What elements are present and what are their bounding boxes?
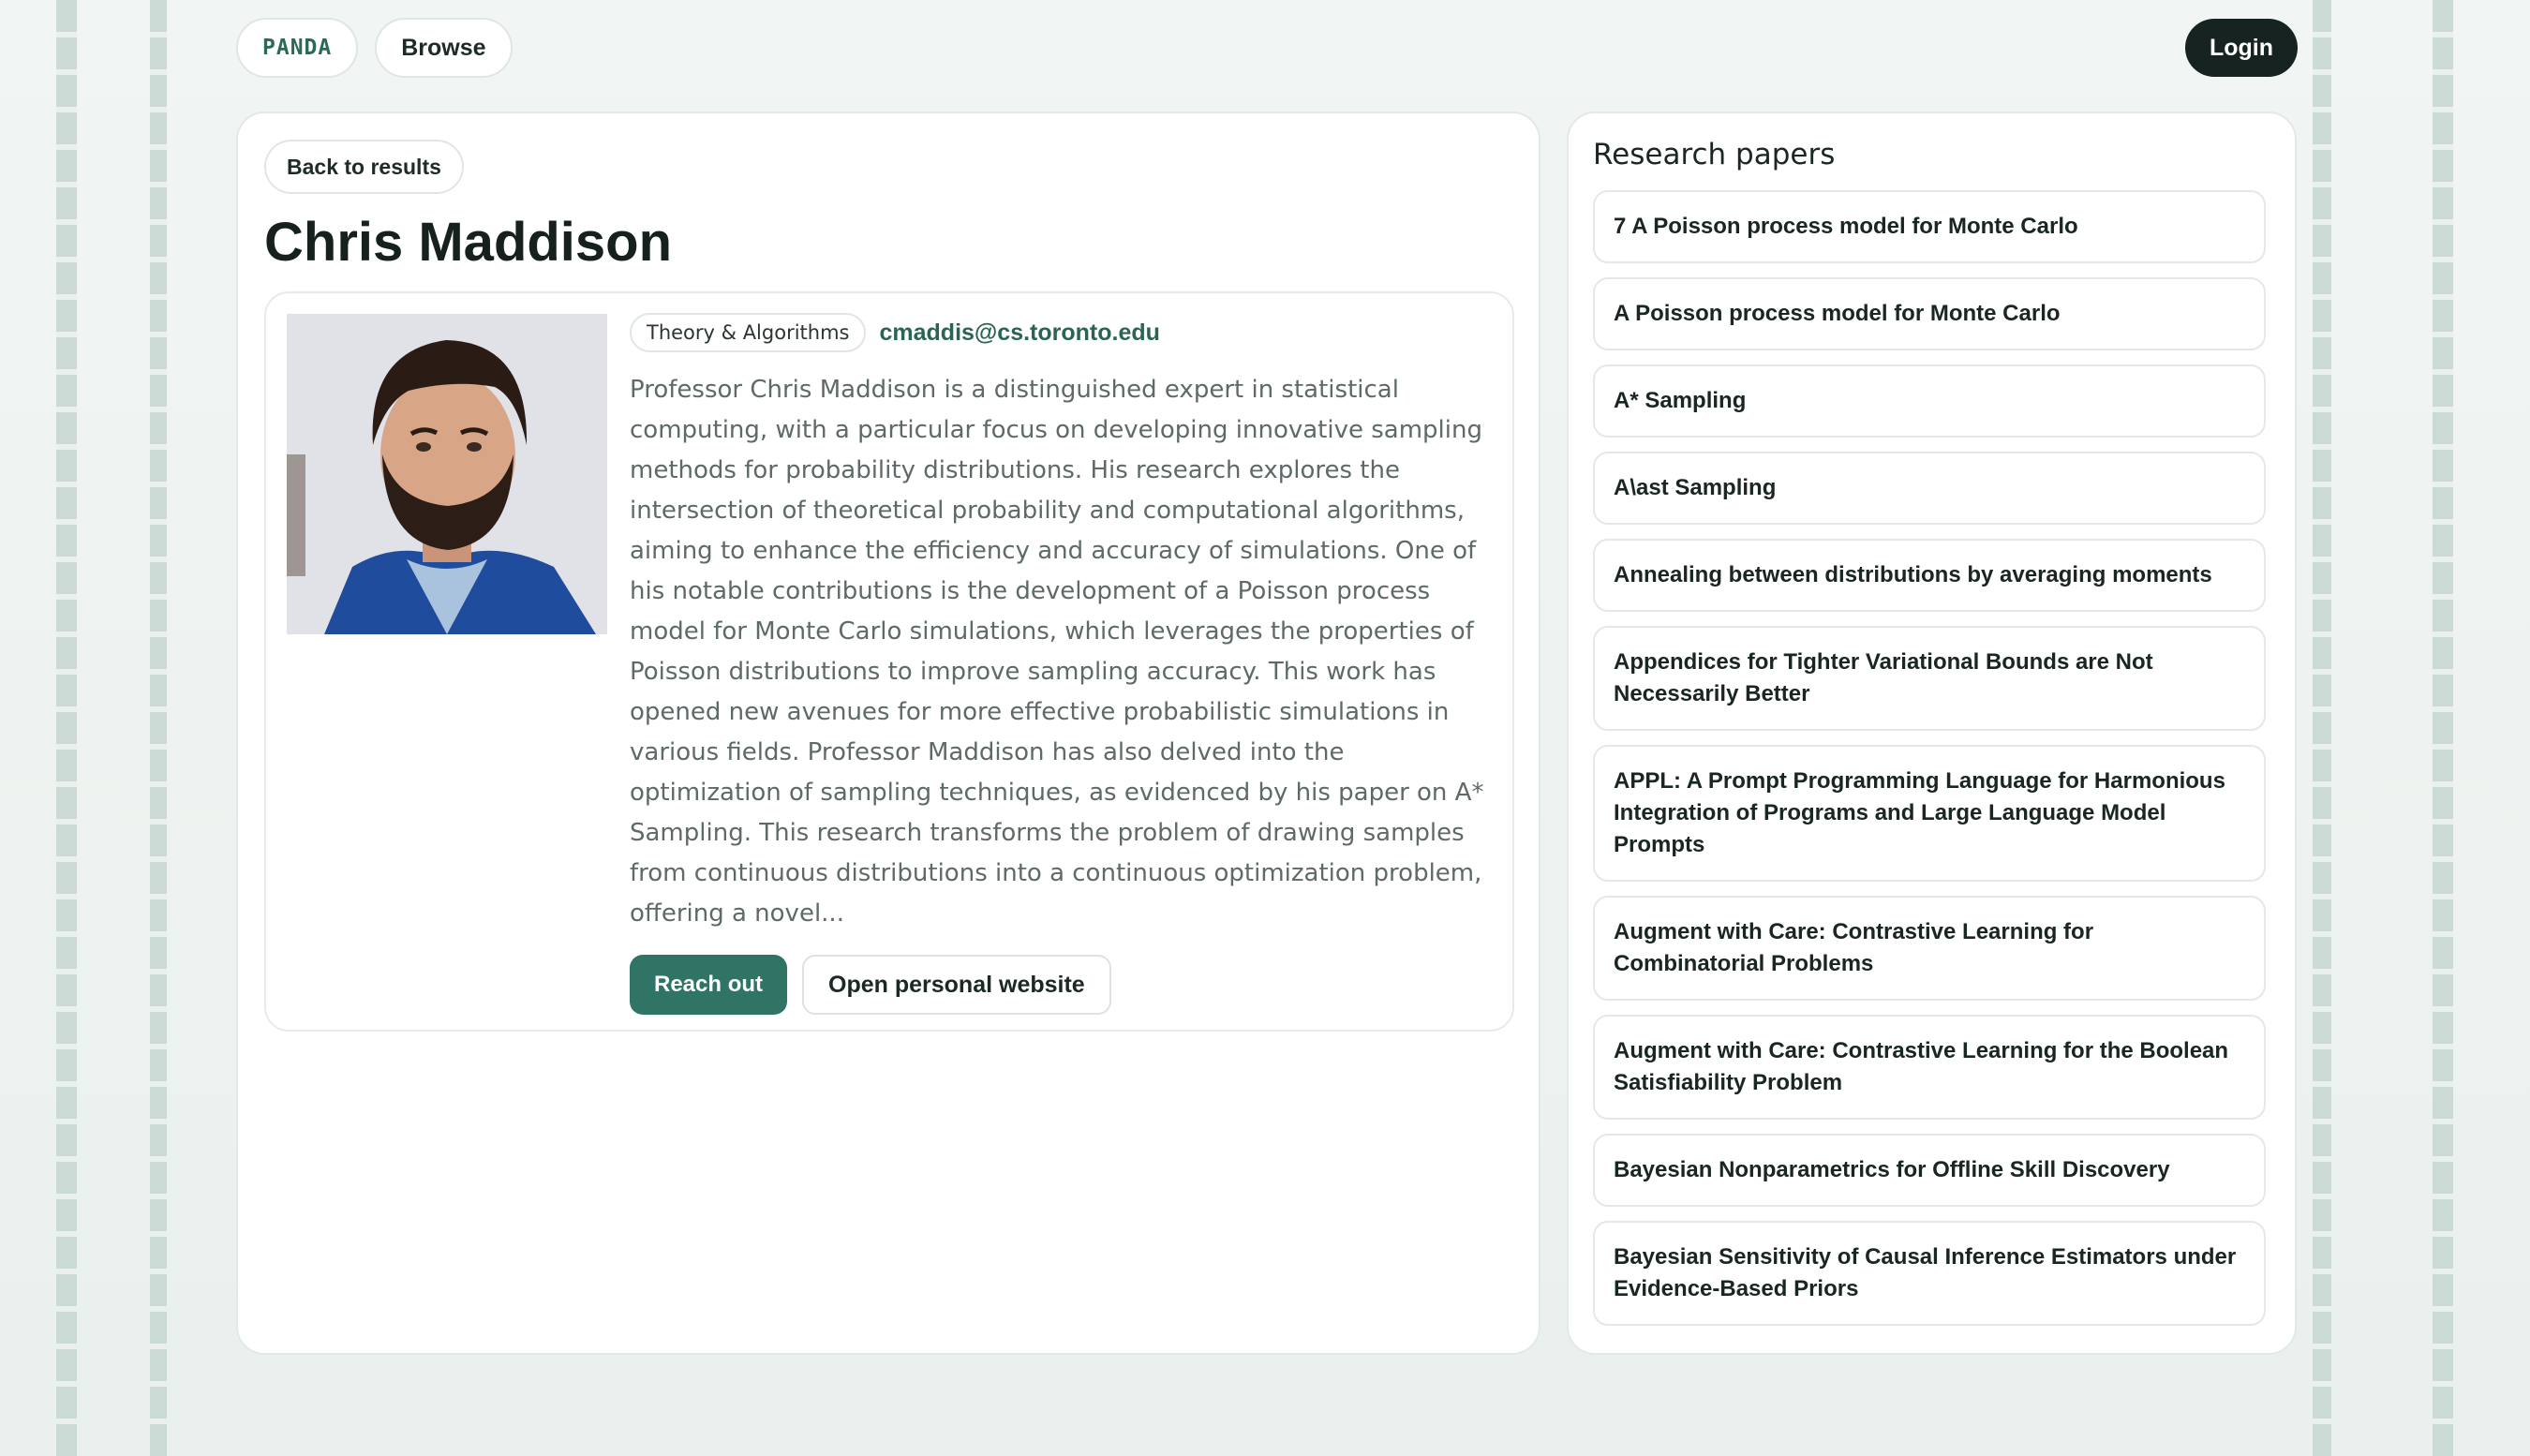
paper-item[interactable]: APPL: A Prompt Programming Language for Harmonious Integration of Programs and Large Language Model Prompts: [1593, 745, 2266, 882]
reach-out-button[interactable]: Reach out: [630, 955, 787, 1015]
paper-item[interactable]: A* Sampling: [1593, 364, 2266, 438]
paper-item[interactable]: Appendices for Tighter Variational Bounds are Not Necessarily Better: [1593, 626, 2266, 731]
background-stripe: [150, 0, 167, 1456]
profile-actions: [630, 955, 1492, 1015]
paper-item[interactable]: A Poisson process model for Monte Carlo: [1593, 277, 2266, 350]
logo-link[interactable]: PANDA: [236, 18, 358, 78]
profile-meta: [630, 312, 1492, 353]
login-button[interactable]: Login: [2185, 19, 2298, 77]
paper-item[interactable]: A\ast Sampling: [1593, 452, 2266, 525]
background-stripe: [2433, 0, 2453, 1456]
paper-item[interactable]: Bayesian Nonparametrics for Offline Skill Discovery: [1593, 1134, 2266, 1207]
paper-item[interactable]: 7 A Poisson process model for Monte Carlo: [1593, 190, 2266, 263]
browse-link[interactable]: Browse: [375, 18, 512, 78]
profile-photo: [287, 314, 607, 634]
person-portrait-icon: [287, 314, 607, 634]
profile-card: [236, 111, 1540, 1355]
open-website-button[interactable]: Open personal website: [802, 955, 1111, 1015]
research-papers-title: Research papers: [1593, 138, 1836, 171]
background-stripe: [2313, 0, 2331, 1456]
paper-list[interactable]: [1593, 190, 2266, 1301]
profile-bio: Professor Chris Maddison is a distinguished expert in statistical computing, with a particular focus on developing innovative sampling methods for probability distributions. His research explores the intersection of theoretical probability and computational algorithms, aiming to enhance the efficiency and accuracy of simulations. One of his notable contributions is the development of a Poisson process model for Monte Carlo simulations, which leverages the properties of Poisson distributions to improve sampling accuracy. This work has opened new avenues for more effective probabilistic simulations in various fields. Professor Maddison has also delved into the optimization of sampling techniques, as evidenced by his paper on A* Sampling. This research transforms the problem of drawing samples from continuous distributions into a continuous optimization problem, offering a novel...: [630, 376, 1484, 928]
research-papers-card: [1567, 111, 2297, 1355]
paper-item[interactable]: Annealing between distributions by averaging moments: [1593, 539, 2266, 612]
nav-left: [236, 18, 513, 78]
paper-item[interactable]: Augment with Care: Contrastive Learning for the Boolean Satisfiability Problem: [1593, 1015, 2266, 1120]
profile-details: [264, 291, 1514, 1032]
background-stripe: [56, 0, 77, 1456]
top-nav: [236, 17, 2298, 79]
paper-item[interactable]: Augment with Care: Contrastive Learning for Combinatorial Problems: [1593, 896, 2266, 1001]
email-link[interactable]: cmaddis@cs.toronto.edu: [879, 319, 1160, 346]
research-area-tag[interactable]: Theory & Algorithms: [630, 313, 866, 352]
paper-item[interactable]: Bayesian Sensitivity of Causal Inference Estimators under Evidence-Based Priors: [1593, 1221, 2266, 1326]
back-to-results-button[interactable]: Back to results: [264, 140, 464, 194]
profile-info: [630, 312, 1492, 1015]
page-title: Chris Maddison: [264, 212, 673, 273]
